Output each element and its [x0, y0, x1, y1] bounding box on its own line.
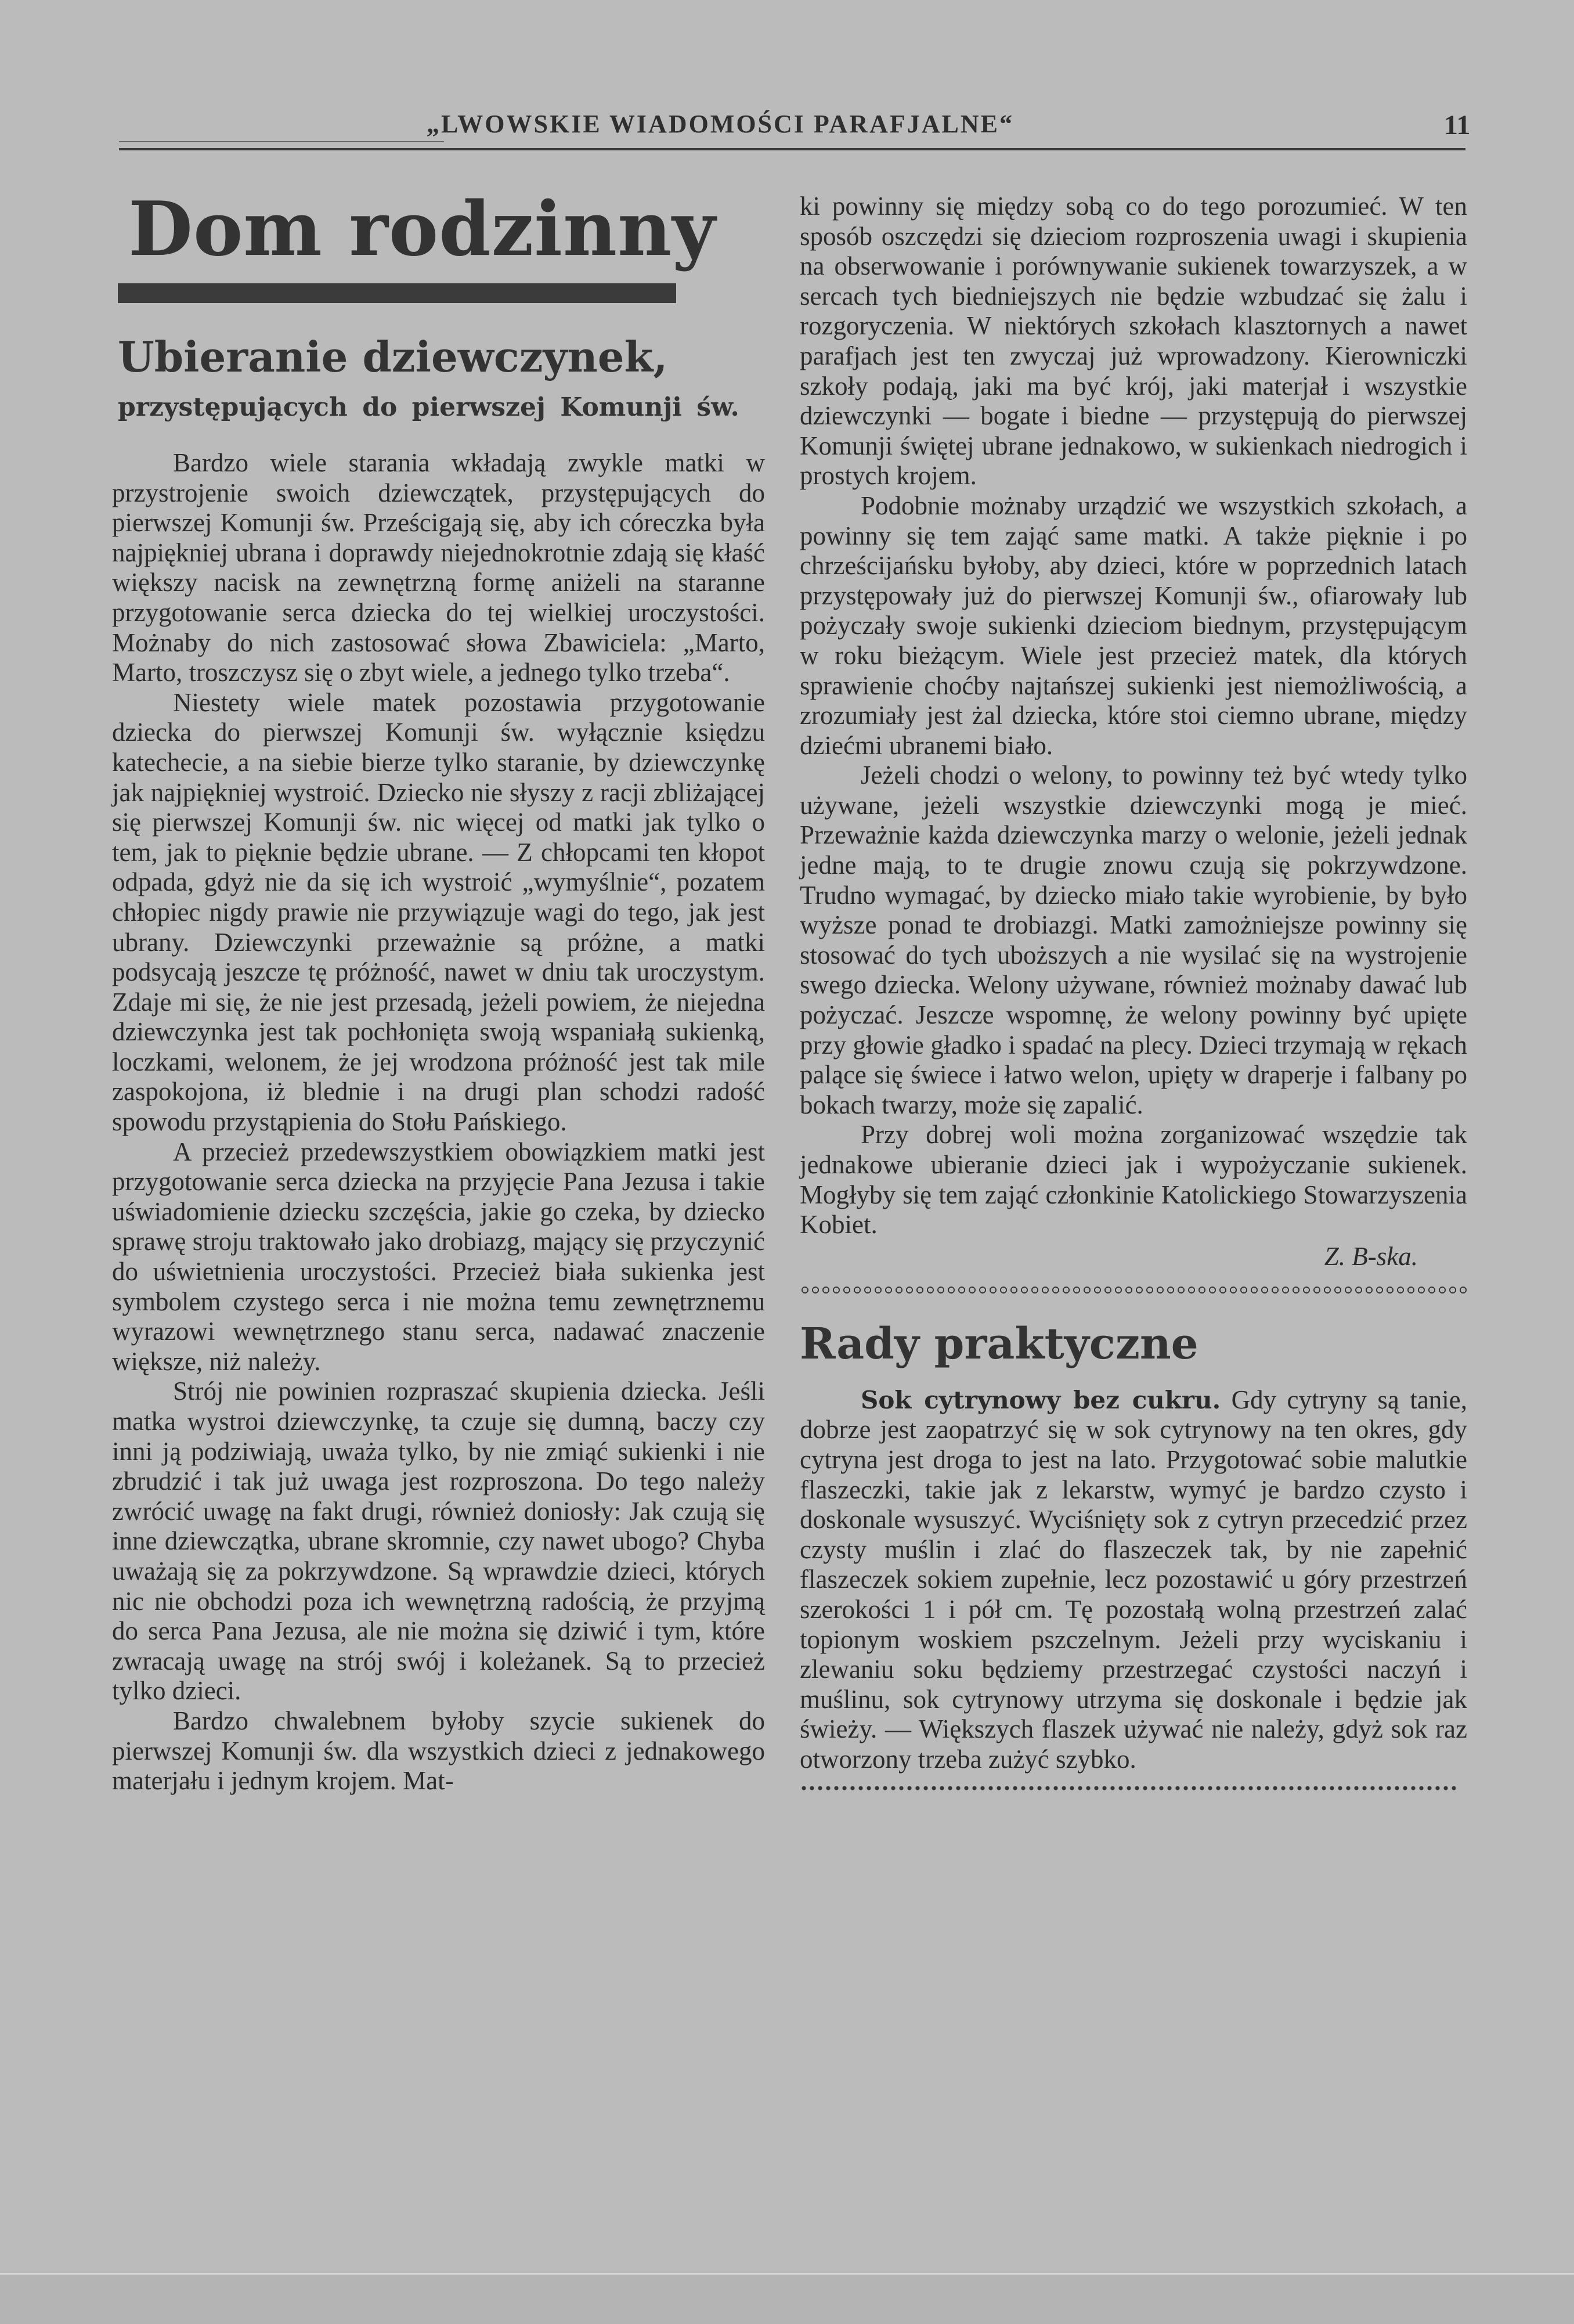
paragraph: Bardzo wiele starania wkładają zwykle matki w przystrojenie swoich dziewczątek, przystępujących do pierwszej Komunji św. Prześcigają się, aby ich córeczka była najpiękniej ubrana i doprawdy niejednokrotnie zdają się kłaść większy nacisk na zewnętrzną formę aniżeli na staranne przygotowanie serca dziecka do tej wielkiej uroczystości. Możnaby do nich zastosować słowa Zbawiciela: „Marto, Marto, troszczysz się o zbyt wiele, a jednego tylko trzeba“.: [112, 448, 765, 687]
paragraph: Bardzo chwalebnem byłoby szycie sukienek do pierwszej Komunji św. dla wszystkich dzieci z jednakowego materjału i jednym krojem. Mat-: [112, 1706, 765, 1796]
paragraph-continuation: ki powinny się między sobą co do tego porozumieć. W ten sposób oszczędzi się dzieciom rozproszenia uwagi i skupienia na obserwowanie i porównywanie sukienek towarzyszek, a w sercach tych biedniejszych nie będzie wzbudzać się żalu i rozgoryczenia. W niektórych szkołach klasztornych a nawet parafjach jest ten zwyczaj już wprowadzony. Kierowniczki szkoły podają, jaki ma być krój, jaki materjał i wszystkie dziewczynki — bogate i biedne — przystępują do pierwszej Komunji świętej ubrane jednakowo, w sukienkach niedrogich i prostych krojem.: [800, 192, 1467, 491]
header-rule: [119, 148, 1465, 150]
paragraph: Przy dobrej woli można zorganizować wszędzie tak jednakowe ubieranie dzieci jak i wypożyczanie sukienek. Mogłyby się tem zająć członkinie Katolickiego Stowarzyszenia Kobiet.: [800, 1120, 1467, 1240]
tip-text: Gdy cytryny są tanie, dobrze jest zaopatrzyć się w sok cytrynowy na ten okres, gdy cytryna jest droga to jest na lato. Przygotować sobie malutkie flaszeczki, takie jak z lekarstw, wymyć je bardzo czysto i doskonale wysuszyć. Wyciśnięty sok z cytryn przecedzić przez czysty muślin i zlać do flaszeczek tak, by nie zapełnić flaszeczek sokiem zupełnie, lecz pozostawić u góry przestrzeń szerokości 1 i pół cm. Tę pozostałą wolną przestrzeń zalać topionym woskiem pszczelnym. Jeżeli przy wyciskaniu i zlewaniu soku będziemy przestrzegać czystości naczyń i muślinu, sok cytrynowy utrzyma się doskonale i będzie jak świeży. — Większych flaszek używać nie należy, gdyż sok raz otworzony trzeba zużyć szybko.: [800, 1385, 1467, 1774]
paragraph: A przecież przedewszystkiem obowiązkiem matki jest przygotowanie serca dziecka na przyjęcie Pana Jezusa i takie uświadomienie dziecku szczęścia, jakie go czeka, by dziecko sprawę stroju traktowało jako drobiazg, mający się przyczynić do uświetnienia uroczystości. Przecież biała sukienka jest symbolem czystego serca i nie można temu zewnętrznemu wyrazowi wewnętrznego stanu serca, nadawać znaczenie większe, niż należy.: [112, 1137, 765, 1376]
paragraph: Podobnie możnaby urządzić we wszystkich szkołach, a powinny się tem zająć same matki. A także pięknie i po chrześcijańsku byłoby, aby dzieci, które w poprzednich latach przystępowały już do pierwszej Komunji św., ofiarowały lub pożyczały swoje sukienki dzieciom biednym, przystępującym w roku bieżącym. Wiele jest przecież matek, dla których sprawienie choćby najtańszej sukienki jest niemożliwością, a zrozumiały jest żal dziecka, które stoi ciemno ubrane, między dziećmi ubranemi biało.: [800, 491, 1467, 760]
article-subtitle: Ubieranie dziewczynek,: [118, 332, 668, 381]
page-edge: [0, 2273, 1574, 2324]
header-rule-faint: [119, 141, 444, 142]
section-title: Rady praktyczne: [800, 1318, 1198, 1369]
paragraph: Strój nie powinien rozpraszać skupienia dziecka. Jeśli matka wystroi dziewczynkę, ta czuje się dumną, baczy czy inni ją podziwiają, uważa tylko, by nie zmiąć sukienki i nie zbrudzić i tak już uwaga jest rozproszona. Do tego należy zwrócić uwagę na fakt drugi, również doniosły: Jak czują się inne dziewczątka, ubrane skromnie, czy nawet ubogo? Chyba uważają się za pokrzywdzone. Są wprawdzie dzieci, których nic nie obchodzi poza ich wewnętrzną radością, że przyjmą do serca Pana Jezusa, ale nie można się dziwić i tym, które zwracają uwagę na strój swój i koleżanek. Są to przecież tylko dzieci.: [112, 1377, 765, 1706]
title-underline-bar: [118, 283, 676, 303]
paragraph: Jeżeli chodzi o welony, to powinny też być wtedy tylko używane, jeżeli wszystkie dziewczynki mogą je mieć. Przeważnie każda dziewczynka marzy o welonie, jeżeli jednak jedne mają, to te drugie znowu czują się pokrzywdzone. Trudno wymagać, by dziecko miało takie wyrobienie, by było wyższe ponad te drobiazgi. Matki zamożniejsze powinny się stosować do tych uboższych a nie wysilać się na wystrojenie swego dziecka. Welony używane, również możnaby dawać lub pożyczać. Jeszcze wspomnę, że welony powinny być upięte przy głowie gładko i spadać na plecy. Dzieci trzymają w rękach palące się świece i łatwo welon, upięty w draperje i falbany po bokach twarzy, może się zapalić.: [800, 761, 1467, 1119]
ornamental-end-rule: [800, 1784, 1456, 1792]
left-column: [112, 186, 765, 1796]
article-subtitle-2: przystępujących do pierwszej Komunji św.: [118, 392, 739, 422]
tip-paragraph: [800, 1385, 1467, 1775]
author-signature: Z. B-ska.: [1324, 1241, 1418, 1271]
tip-heading: Sok cytrynowy bez cukru.: [861, 1385, 1221, 1414]
page-number: 11: [1444, 110, 1471, 140]
ornamental-divider: [800, 1285, 1467, 1295]
paragraph: Niestety wiele matek pozostawia przygotowanie dziecka do pierwszej Komunji św. wyłącznie księdzu katechecie, a na siebie bierze tylko staranie, by dziewczynkę jak najpiękniej wystroić. Dziecko nie słyszy z racji zbliżającej się pierwszej Komunji św. nic więcej od matki jak tylko o tem, jak to pięknie będzie ubrane. — Z chłopcami ten kłopot odpada, gdyż nie da się ich wystroić „wymyślnie“, pozatem chłopiec nigdy prawie nie przywiązuje wagi do tego, jak jest ubrany. Dziewczynki przeważnie są próżne, a matki podsycają jeszcze tę próżność, nawet w dniu tak uroczystym. Zdaje mi się, że nie jest przesadą, jeżeli powiem, że niejedna dziewczynka jest tak pochłonięta swoją wspaniałą sukienką, loczkami, welonem, że jej wrodzona próżność jest tak mile zaspokojona, iż blednie i na drugi plan schodzi radość spowodu przystąpienia do Stołu Pańskiego.: [112, 687, 765, 1137]
article-title: Dom rodzinny: [128, 186, 716, 273]
running-header: „LWOWSKIE WIADOMOŚCI PARAFJALNE“: [427, 110, 1014, 138]
right-column: [800, 192, 1467, 1792]
